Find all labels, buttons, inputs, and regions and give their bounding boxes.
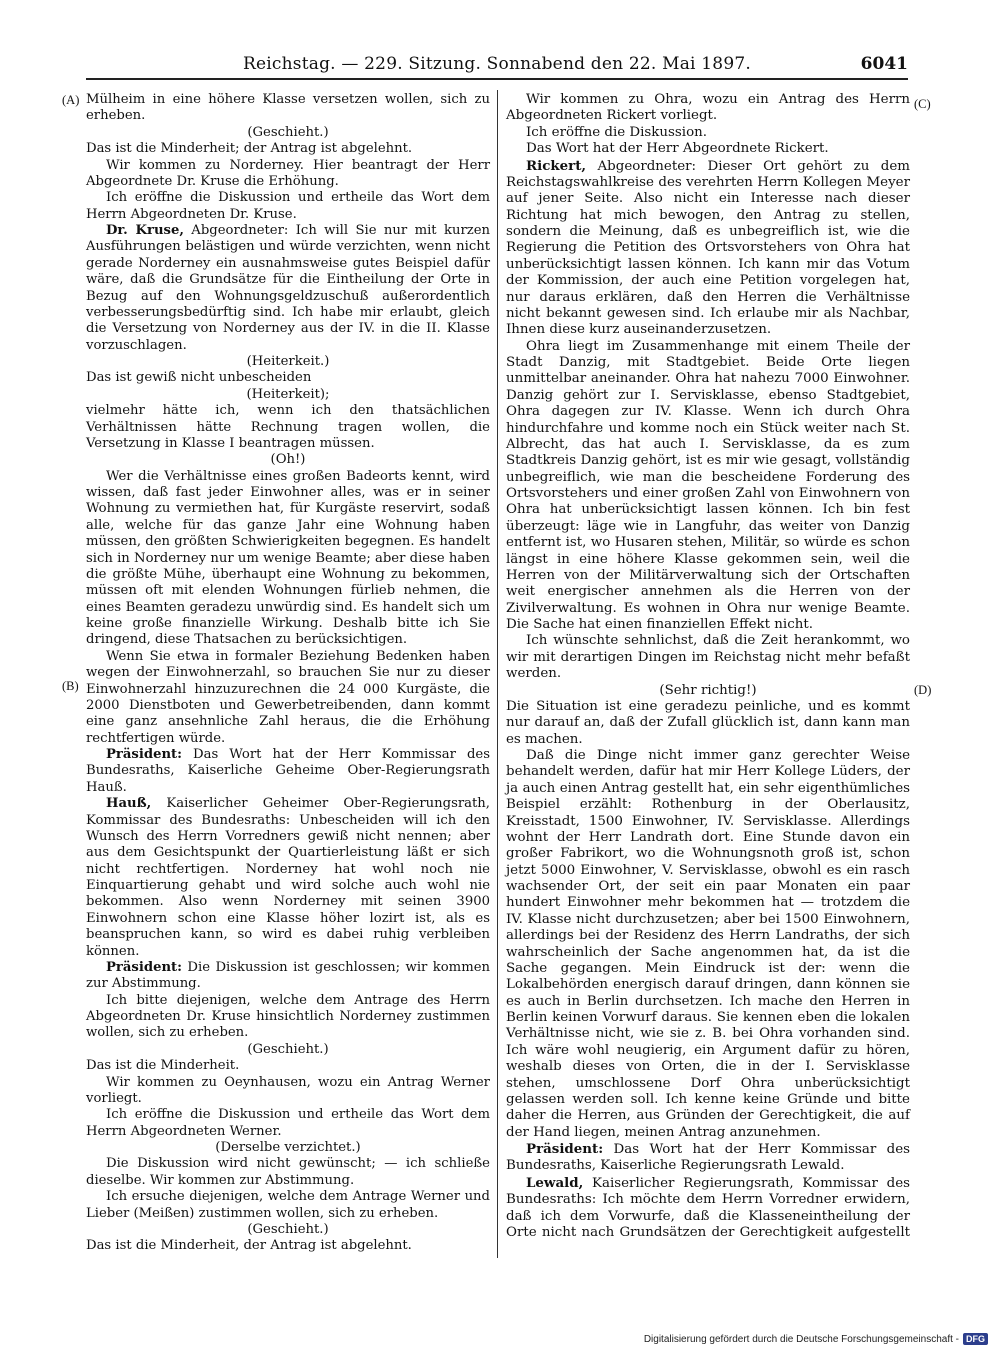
paragraph bbox=[506, 92, 910, 125]
paragraph bbox=[86, 1222, 490, 1238]
paragraph-text: Die Diskussion ist geschlossen; wir kommen zur Abstimmung. bbox=[86, 959, 490, 992]
paragraph-text: (Oh!) bbox=[270, 452, 306, 468]
paragraph-text: Das Wort hat der Herr Abgeordnete Rickert. bbox=[526, 141, 829, 157]
paragraph bbox=[506, 141, 910, 157]
paragraph-text: Wir kommen zu Norderney. Hier beantragt der Herr Abgeordnete Dr. Kruse die Erhöhung. bbox=[86, 157, 490, 189]
paragraph bbox=[86, 796, 490, 960]
paragraph-text: Das ist die Minderheit; der Antrag ist abgelehnt. bbox=[86, 141, 413, 157]
paragraph-text: Daß die Dinge nicht immer ganz gerechter Weise behandelt werden, dafür hat mir Herr Kollege Lüders, der ja auch einen Antrag gestellt hat, ein sehr eigenthümliches Beispiel erzählt: Rothenburg in der Oberlausitz, Kreisstadt, 1500 Einwohner, IV. Servisklasse. Allerdings wohnt der Herr Landrath dort. Eine Stunde davon ein großer Fabrikort, wo die Wohnungsnoth groß ist, schon jetzt 5000 Einwohner, V. Servisklasse, obwohl es ein rasch wachsender Ort, der seit ein paar Monaten ein paar hundert Einwohner mehr bekommen hat — trotzdem die IV. Klasse nicht durchzusetzen; aber bei 1500 Einwohnern, allerdings bei der Residenz des Herrn Landraths, der sich wahrscheinlich der Sache angenommen hat, da ist die Sache gegangen. Mein Eindruck ist der: wenn die Lokalbehörden energisch darauf dringen, dann können sie es auch in Berlin durchsetzen. Ich mache den Herren in Berlin keinen Vorwurf daraus. Sie kennen eben die lokalen Verhältnisse nicht, wie sie z. B. bei Ohra vorhanden sind. Ich wäre wohl neugierig, ein Argument dafür zu hören, weshalb dieses von Orten, die in der I. Servisklasse stehen, umschlossene Dorf Ohra unberücksichtigt gelassen werden soll. Ich kenne keine Gründe und bitte daher die Herren, aus Gründen der Gerechtigkeit, die auf der Hand liegen, meinen Antrag anzunehmen. bbox=[506, 748, 910, 1140]
page-header bbox=[86, 48, 908, 80]
paragraph bbox=[506, 748, 910, 1141]
paragraph-text: Wer die Verhältnisse eines großen Badeorts kennt, wird wissen, daß fast jeder Einwohner alles, was er in seiner Wohnung zu vermiethen hat, für Kurgäste reservirt, sodaß alle, welche für das ganze Jahr eine Wohnung haben müssen, den größten Schwierigkeiten begegnen. Es handelt sich in Norderney nur um wenige Beamte; aber diese haben die größte Mühe, überhaupt eine Wohnung zu bekommen, müssen oft mit elenden Wohnungen fürlieb nehmen, die eines Beamten geradezu unwürdig sind. Es handelt sich um keine große finanzielle Wirkung. Deshalb bitte ich Sie dringend, diese Thatsachen zu berücksichtigen. bbox=[86, 468, 490, 648]
speaker-name: Präsident: bbox=[106, 747, 183, 762]
paragraph-text: Ich eröffne die Diskussion und ertheile das Wort dem Herrn Abgeordneten Werner. bbox=[86, 1107, 490, 1139]
speaker-name: Hauß, bbox=[106, 796, 152, 812]
paragraph-text: Ich bitte diejenigen, welche dem Antrage des Herrn Abgeordneten Dr. Kruse hinsichtlich Norderney zustimmen wollen, sich zu erheben. bbox=[86, 992, 490, 1041]
paragraph bbox=[506, 1141, 910, 1175]
paragraph bbox=[86, 370, 490, 386]
paragraph bbox=[506, 158, 910, 339]
paragraph bbox=[86, 125, 490, 141]
footer-credit bbox=[644, 1333, 988, 1345]
paragraph bbox=[506, 339, 910, 634]
paragraph bbox=[86, 1238, 490, 1254]
footer-credit-text: Digitalisierung gefördert durch die Deutsche Forschungsgemeinschaft - bbox=[643, 1333, 959, 1345]
paragraph-text: Das ist die Minderheit. bbox=[86, 1058, 240, 1074]
page-number: 6041 bbox=[860, 54, 908, 74]
speaker-name: Präsident: bbox=[526, 1141, 604, 1157]
paragraph-text: Das Wort hat der Herr Kommissar des Bundesraths, Kaiserliche Geheime Ober-Regierungsrath Hauß. bbox=[86, 747, 490, 795]
margin-marker-d: (D) bbox=[914, 683, 932, 697]
paragraph-text: Ohra liegt im Zusammenhange mit einem Theile der Stadt Danzig, mit Stadtgebiet. Beide Orte liegen unmittelbar aneinander. Ohra hat nahezu 7000 Einwohner. Danzig gehört zur I. Servisklasse, ebenso Stadtgebiet, Ohra dagegen zur IV. Klasse. Wenn ich durch Ohra hindurchfahre und komme noch ein Stück weiter nach St. Albrecht, das hat auch I. Servisklasse, da es zum Stadtkreis Danzig gehört, ist es mir wie gesagt, vollständig unbegreiflich, wie man die bescheidene Forderung des Ortsvorstehers und einer großen Zahl von Einwohnern von Ohra hat unberücksichtigt lassen können. Ich bin fest überzeugt: läge wie in Langfuhr, das weiter von Danzig entfernt ist, wo Husaren stehen, Militär, so würde es schon längst in eine höhere Klasse gekommen sein, weil die Herren von der Militärverwaltung sich der Ortschaften weit energischer annehmen als die Herren von der Zivilverwaltung. Es wohnen in Ohra nur wenige Beamte. Die Sache hat einen finanziellen Effekt nicht. bbox=[506, 338, 910, 632]
paragraph-text: (Geschieht.) bbox=[247, 124, 329, 140]
paragraph bbox=[506, 699, 910, 748]
paragraph-text: Ich ersuche diejenigen, welche dem Antrage Werner und Lieber (Meißen) zustimmen wollen, sich zu erheben. bbox=[86, 1189, 490, 1221]
paragraph-text: (Heiterkeit); bbox=[246, 386, 330, 402]
paragraph bbox=[86, 649, 490, 747]
paragraph bbox=[86, 747, 490, 796]
paragraph-text: Ich eröffne die Diskussion. bbox=[526, 124, 708, 140]
paragraph-text: Ich eröffne die Diskussion und ertheile das Wort dem Herrn Abgeordneten Dr. Kruse. bbox=[86, 190, 490, 222]
paragraph-text: (Sehr richtig!) bbox=[659, 682, 757, 698]
paragraph-text: Die Diskussion wird nicht gewünscht; — ich schließe dieselbe. Wir kommen zur Abstimmung. bbox=[86, 1156, 490, 1188]
paragraph-text: Ich wünschte sehnlichst, daß die Zeit herankommt, wo wir mit derartigen Dingen im Reichstag nicht mehr befaßt werden. bbox=[506, 633, 910, 682]
paragraph bbox=[86, 993, 490, 1042]
paragraph-text: Wenn Sie etwa in formaler Beziehung Bedenken haben wegen der Einwohnerzahl, so brauchen Sie nur zu dieser Einwohnerzahl hinzuzurechnen die 24 000 Kurgäste, die 2000 Dienstboten und Gewerbetreibenden, dann kommt eine ganz ansehnliche Zahl heraus, die die Erhöhung rechtfertigen würde. bbox=[86, 648, 490, 746]
dfg-logo: DFG bbox=[963, 1333, 988, 1345]
paragraph bbox=[86, 354, 490, 370]
paragraph-text: Das ist gewiß nicht unbescheiden bbox=[86, 370, 312, 386]
paragraph bbox=[86, 1156, 490, 1189]
paragraph-text: (Geschieht.) bbox=[247, 1221, 329, 1237]
paragraph-text: Abgeordneter: Dieser Ort gehört zu dem Reichstagswahlkreise des verehrten Herrn Kollegen Meyer auf jener Seite. Also nicht ein Interesse nach dieser Richtung hat mich bewogen, den Antrag zu stellen, sondern die Meinung, daß es unbegreiflich ist, wie die Regierung die Petition des Ortsvorstehers von Ohra hat unberücksichtigt lassen können. Ich kann mir das Votum der Kommission, der auch eine Petition vorgelegen hat, nur daraus erklären, daß den Herren die Verhältnisse nicht bekannt gewesen sind. Ich erlaube mir als Nachbar, Ihnen diese kurz auseinanderzusetzen. bbox=[506, 158, 910, 338]
paragraph bbox=[86, 1140, 490, 1156]
paragraph bbox=[506, 683, 910, 699]
paragraph bbox=[506, 633, 910, 682]
paragraph-text: Das ist die Minderheit, der Antrag ist abgelehnt. bbox=[86, 1238, 412, 1254]
paragraph bbox=[86, 1042, 490, 1058]
paragraph-text: Wir kommen zu Oeynhausen, wozu ein Antrag Werner vorliegt. bbox=[86, 1074, 490, 1106]
paragraph-text: Das Wort hat der Herr Kommissar des Bundesraths, Kaiserliche Regierungsrath Lewald. bbox=[506, 1142, 910, 1174]
paragraph-text: (Geschieht.) bbox=[247, 1041, 329, 1057]
paragraph bbox=[86, 469, 490, 649]
margin-marker-a: (A) bbox=[62, 93, 80, 107]
paragraph-text: Kaiserlicher Regierungsrath, Kommissar des Bundesraths: Ich möchte dem Herrn Vorredner erwidern, daß ich dem Vorwurfe, daß die Klasseneintheilung der Orte nicht nach Grundsätzen der Gerechtigkeit aufgestellt bbox=[506, 1175, 910, 1240]
paragraph-text: Mülheim in eine höhere Klasse versetzen wollen, sich zu erheben. bbox=[86, 92, 490, 124]
paragraph-text: (Heiterkeit.) bbox=[246, 354, 330, 369]
left-column bbox=[86, 92, 490, 1255]
running-title: Reichstag. — 229. Sitzung. Sonnabend den 22. Mai 1897. bbox=[243, 54, 751, 74]
paragraph bbox=[86, 960, 490, 993]
paragraph-text: Kaiserlicher Geheimer Ober-Regierungsrath, Kommissar des Bundesraths: Unbescheiden will ich den Wunsch des Herrn Vorredners gewiß nicht nennen; aber aus dem Gesichtspunkt der Quartierleistung läßt er sich nicht rechtfertigen. Norderney hat wohl noch nie Einquartierung gehabt und wird solche auch wohl nie bekommen. Also wenn Norderney mit seinen 3900 Einwohnern schon eine Klasse höher lozirt ist, als es beanspruchen kann, so wird es dabei ruhig verbleiben können. bbox=[86, 796, 490, 959]
paragraph bbox=[86, 1075, 490, 1108]
paragraph bbox=[86, 1107, 490, 1140]
paragraph bbox=[86, 141, 490, 157]
paragraph bbox=[86, 387, 490, 403]
speaker-name: Lewald, bbox=[526, 1174, 584, 1191]
paragraph bbox=[86, 92, 490, 125]
paragraph bbox=[506, 125, 910, 141]
paragraph bbox=[86, 452, 490, 468]
paragraph bbox=[86, 223, 490, 354]
paragraph bbox=[86, 158, 490, 191]
right-column bbox=[506, 92, 910, 1241]
column-divider bbox=[497, 90, 498, 1258]
paragraph-text: vielmehr hätte ich, wenn ich den thatsächlichen Verhältnissen hätte Rechnung tragen wollen, die Versetzung in Klasse I beantragen müssen. bbox=[86, 403, 490, 451]
speaker-name: Dr. Kruse, bbox=[106, 223, 184, 238]
paragraph bbox=[86, 403, 490, 452]
paragraph-text: Die Situation ist eine geradezu peinliche, und es kommt nur darauf an, daß der Zufall glücklich ist, dann kann man es machen. bbox=[506, 698, 910, 747]
paragraph bbox=[506, 1175, 910, 1242]
paragraph-text: (Derselbe verzichtet.) bbox=[215, 1140, 361, 1155]
speaker-name: Präsident: bbox=[106, 959, 183, 975]
margin-marker-c: (C) bbox=[914, 97, 931, 111]
paragraph-text: Wir kommen zu Ohra, wozu ein Antrag des Herrn Abgeordneten Rickert vorliegt. bbox=[506, 92, 910, 124]
speaker-name: Rickert, bbox=[526, 157, 587, 174]
margin-marker-b: (B) bbox=[62, 679, 79, 693]
paragraph-text: Abgeordneter: Ich will Sie nur mit kurzen Ausführungen belästigen und würde verzichten, wenn nicht gerade Norderney ein ausnahmsweise gutes Beispiel dafür wäre, daß die Grundsätze für die Eintheilung der Orte in Bezug auf den Wohnungsgeldzuschuß außerordentlich verbesserungsbedürftig sind. Ich habe mir erlaubt, gleich die Versetzung von Norderney aus der IV. in die II. Klasse vorzuschlagen. bbox=[86, 223, 490, 353]
paragraph bbox=[86, 1189, 490, 1222]
paragraph bbox=[86, 1058, 490, 1074]
paragraph bbox=[86, 190, 490, 223]
